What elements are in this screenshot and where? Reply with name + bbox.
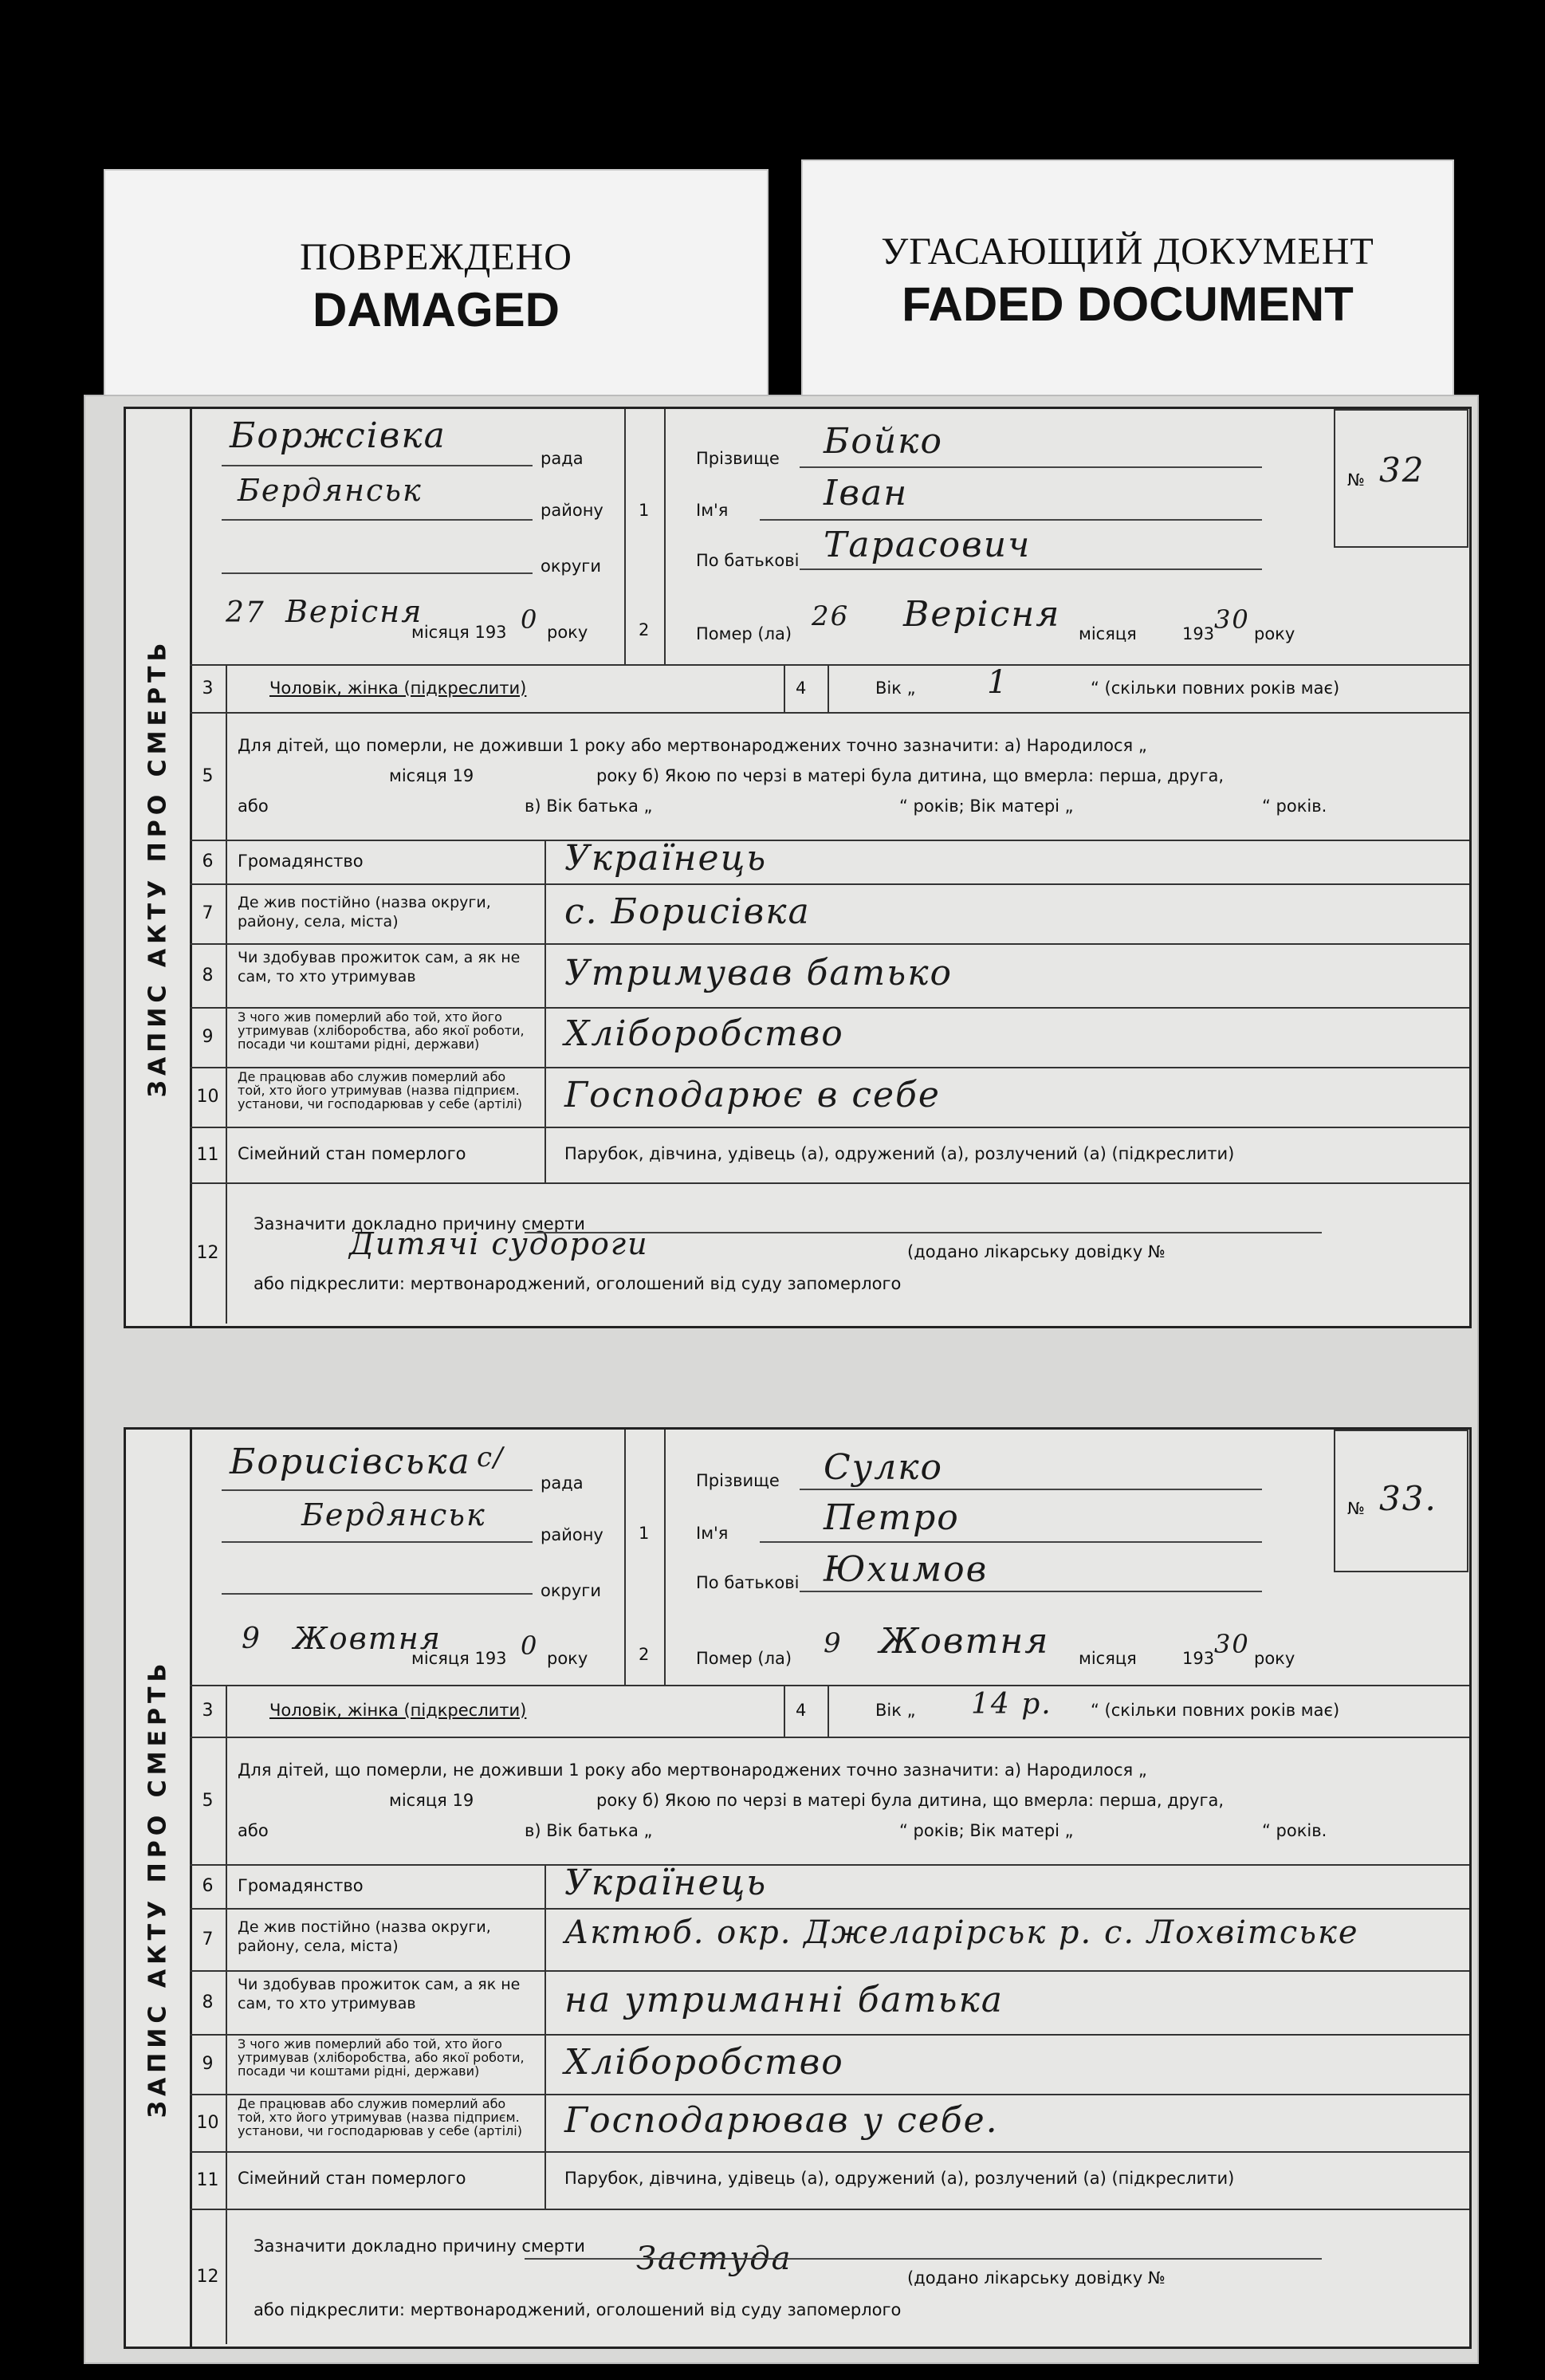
row-support: 8 Чи здобував прожиток сам, а як не сам, то хто утримував на утриманні батька xyxy=(190,1970,1469,2036)
faded-label-en: FADED DOCUMENT xyxy=(902,277,1354,331)
row-livelihood: 9 З чого жив померлий або той, хто його утримував (хліборобства, або якої роботи, посади чи коштами рідні, держави) Хліборобство xyxy=(190,1007,1469,1068)
death-year: 30 xyxy=(1214,1629,1250,1659)
surname: Бойко xyxy=(824,421,943,462)
row-marital: 11 Сімейний стан померлого Парубок, дівчина, удівець (а), одружений (а), розлучений (а) (підкреслити) xyxy=(190,1127,1469,1184)
age-value: 14 р. xyxy=(971,1688,1052,1721)
faded-sticker xyxy=(801,159,1454,402)
record-number: 33. xyxy=(1379,1479,1437,1518)
work-value: Господарював у себе. xyxy=(564,2100,999,2141)
row-support: 8 Чи здобував прожиток сам, а як не сам, то хто утримував Утримував батько xyxy=(190,943,1469,1009)
citizenship-value: Українець xyxy=(564,838,768,879)
patronymic: Юхимов xyxy=(824,1549,989,1590)
record-number-box: № 32 xyxy=(1334,409,1468,548)
row-sex-age: 3 Чоловік, жінка (підкреслити) 4 Вік „ 14 р. “ (скільки повних років має) xyxy=(190,1685,1469,1738)
residence-value: с. Борисівка xyxy=(564,891,811,932)
header-block: Боржсівка рада Бердянськ району округи 27 Верісня місяця 193 0 року 1 2 Прізвище Бойко Ім'я Іван По батькові Тарасович Помер (ла) 26 Верісня місяця 193 30 року № 32 xyxy=(190,409,1469,666)
row-work: 10 Де працював або служив померлий або той, хто його утримував (назва підприєм. установи, чи господарював у себе (артілі) Господарює в себе xyxy=(190,1067,1469,1128)
support-value: Утримував батько xyxy=(564,953,953,993)
death-year: 30 xyxy=(1214,604,1250,635)
death-record-form-2 xyxy=(124,1427,1472,2349)
reg-month: Верісня xyxy=(285,594,423,629)
side-title: ЗАПИС АКТУ ПРО СМЕРТЬ xyxy=(126,1430,192,2347)
row-children: 5 Для дітей, що померли, не доживши 1 року або мертвонароджених точно зазначити: а) Народилося „ місяця 19 року б) Якою по черзі в матері була дитина, що вмерла: перша, друга, або в) Вік батька „ “ років; Вік матері „ “ років. xyxy=(190,712,1469,841)
damaged-label-en: DAMAGED xyxy=(313,283,560,336)
livelihood-value: Хліборобство xyxy=(564,2042,844,2083)
reg-year: 0 xyxy=(521,1631,539,1661)
work-value: Господарює в себе xyxy=(564,1075,941,1115)
rada-value: Борисівська xyxy=(230,1442,471,1482)
reg-year: 0 xyxy=(521,604,539,635)
row-work: 10 Де працював або служив померлий або той, хто його утримував (назва підприєм. установи, чи господарював у себе (артілі) Господарював у себе. xyxy=(190,2094,1469,2153)
damaged-sticker xyxy=(104,169,769,403)
row-sex-age: 3 Чоловік, жінка (підкреслити) 4 Вік „ 1 “ (скільки повних років має) xyxy=(190,664,1469,714)
cause-value: Дитячі судороги xyxy=(349,1226,649,1261)
side-title: ЗАПИС АКТУ ПРО СМЕРТЬ xyxy=(126,409,192,1326)
damaged-label-ru: ПОВРЕЖДЕНО xyxy=(300,236,572,278)
row-residence: 7 Де жив постійно (назва округи, району, села, міста) с. Борисівка xyxy=(190,883,1469,945)
row-livelihood: 9 З чого жив померлий або той, хто його утримував (хліборобства, або якої роботи, посади чи коштами рідні, держави) Хліборобство xyxy=(190,2034,1469,2095)
row-cause: 12 Зазначити докладно причину смерти Дитячі судороги (додано лікарську довідку № або підкреслити: мертвонароджений, оголошений від суду запомерлого xyxy=(190,1182,1469,1324)
reg-month: Жовтня xyxy=(293,1621,442,1656)
death-record-form-1 xyxy=(124,407,1472,1328)
row-children: 5 Для дітей, що померли, не доживши 1 року або мертвонароджених точно зазначити: а) Народилося „ місяця 19 року б) Якою по черзі в матері була дитина, що вмерла: перша, друга, або в) Вік батька „ “ років; Вік матері „ “ років. xyxy=(190,1737,1469,1866)
raion-value: Бердянськ xyxy=(238,473,423,508)
row-citizenship: 6 Громадянство Українець xyxy=(190,840,1469,885)
header-block: Борисівська с/ рада Бердянськ району округи 9 Жовтня місяця 193 0 року 1 2 Прізвище Сулко Ім'я Петро По батькові Юхимов Помер (ла) 9 Жовтня місяця 193 30 року № 33. xyxy=(190,1430,1469,1686)
reg-day: 9 xyxy=(242,1623,261,1655)
row-citizenship: 6 Громадянство Українець xyxy=(190,1864,1469,1910)
rada-suffix: с/ xyxy=(477,1442,505,1473)
livelihood-value: Хліборобство xyxy=(564,1013,844,1054)
death-month: Жовтня xyxy=(879,1621,1050,1662)
death-month: Верісня xyxy=(903,594,1061,635)
faded-label-ru: УГАСАЮЩИЙ ДОКУМЕНТ xyxy=(881,230,1374,273)
row-cause: 12 Зазначити докладно причину смерти Застуда (додано лікарську довідку № або підкреслити: мертвонароджений, оголошений від суду запомерлого xyxy=(190,2209,1469,2344)
raion-value: Бердянськ xyxy=(301,1497,486,1532)
residence-value: Актюб. окр. Джеларірськ р. с. Лохвітське xyxy=(564,1914,1359,1951)
surname: Сулко xyxy=(824,1447,943,1488)
death-day: 9 xyxy=(824,1627,843,1659)
row-residence: 7 Де жив постійно (назва округи, району, села, міста) Актюб. окр. Джеларірськ р. с. Лохвітське xyxy=(190,1908,1469,1972)
given-name: Іван xyxy=(824,473,909,513)
reg-day: 27 xyxy=(226,596,265,629)
record-number: 32 xyxy=(1379,450,1425,490)
record-number-box: № 33. xyxy=(1334,1430,1468,1572)
rada-value: Боржсівка xyxy=(230,415,446,456)
death-day: 26 xyxy=(812,600,850,632)
given-name: Петро xyxy=(824,1497,960,1538)
age-value: 1 xyxy=(987,664,1009,701)
row-marital: 11 Сімейний стан померлого Парубок, дівчина, удівець (а), одружений (а), розлучений (а) (підкреслити) xyxy=(190,2151,1469,2210)
cause-value: Застуда xyxy=(636,2240,792,2277)
patronymic: Тарасович xyxy=(824,525,1032,565)
citizenship-value: Українець xyxy=(564,1863,768,1903)
support-value: на утриманні батька xyxy=(564,1980,1004,2020)
